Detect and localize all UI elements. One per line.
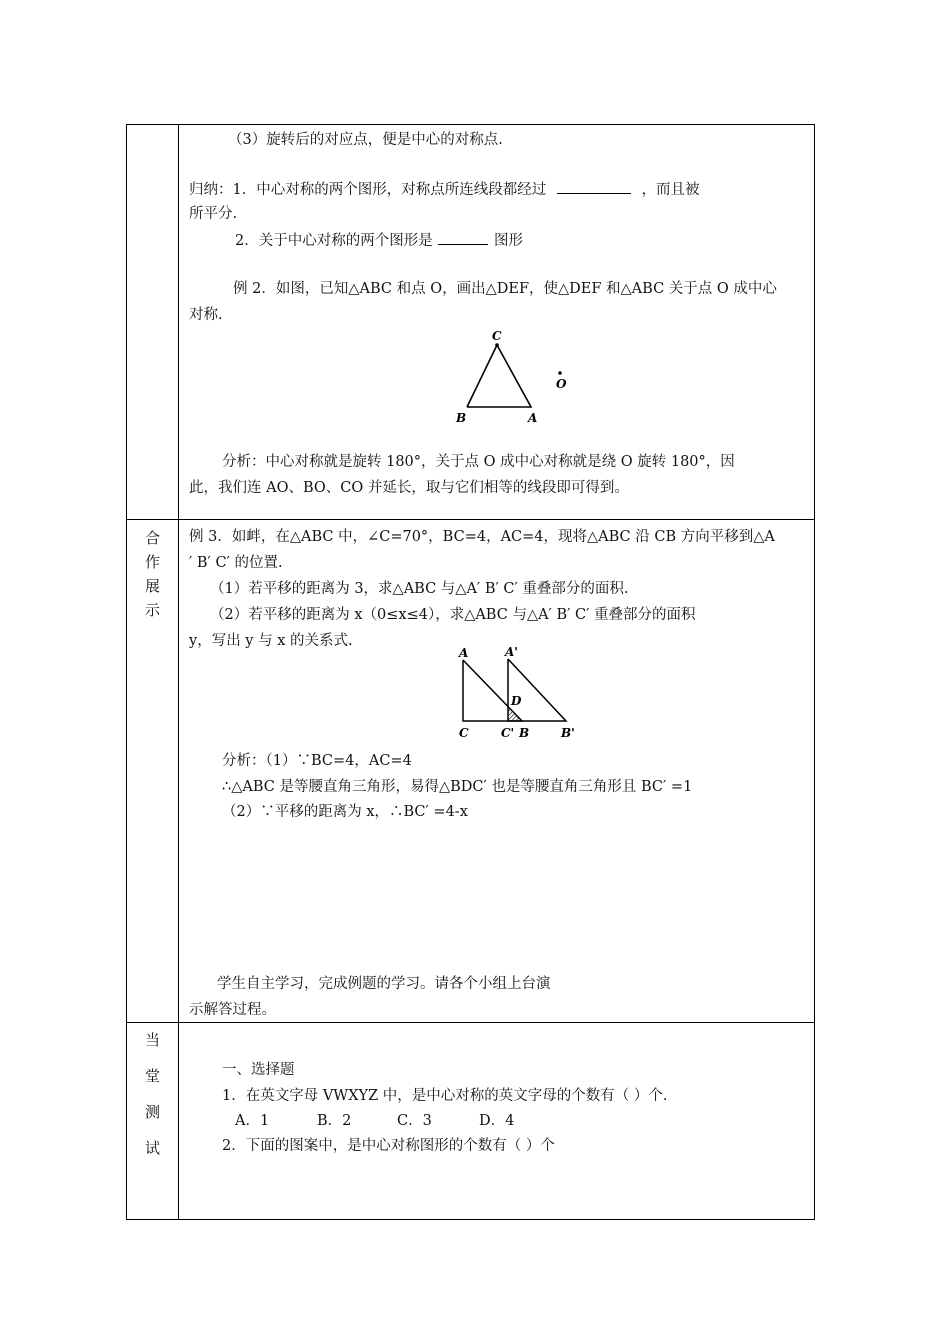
option-d: D．4 (479, 1113, 515, 1129)
analysis-line-3: （2）∵平移的距离为 x，∴BC′ =4-x (222, 804, 468, 820)
test-question-2: 2．下面的图案中，是中心对称图形的个数有（ ）个 (222, 1138, 555, 1154)
row-label-class-test: 当 堂 测 试 (144, 1031, 160, 1157)
analysis-line-1: 分析：（1）∵BC=4，AC=4 (222, 753, 412, 769)
label-b: B (519, 726, 530, 740)
option-b: B．2 (317, 1113, 352, 1129)
summary-line-2: 2．关于中心对称的两个图形是 图形 (235, 230, 523, 250)
triangle-a2b2c2 (508, 659, 566, 721)
text-line: 所平分. (189, 206, 238, 222)
answer-options (235, 1112, 514, 1130)
label-o: O (556, 377, 567, 391)
example-2-line-1: 例 2．如图，已知△ABC 和点 O，画出△DEF，使△DEF 和△ABC 关于点 O 成中心 (233, 281, 777, 297)
summary-line-1: 归纳：1．中心对称的两个图形，对称点所连线段都经过 ，而且被 (189, 179, 699, 199)
row-label-cooperation: 合 作 展 示 (144, 529, 160, 619)
label-a-prime: A' (505, 645, 518, 659)
triangle-abc-figure (447, 327, 577, 427)
section-heading: 一、选择题 (222, 1062, 295, 1078)
translation-figure (447, 645, 587, 740)
lesson-table (126, 124, 815, 1220)
label-b-prime: B' (561, 726, 575, 740)
text-line: （3）旋转后的对应点，便是中心的对称点. (228, 132, 503, 148)
row-divider-1 (127, 519, 814, 520)
answer-blank (438, 230, 488, 245)
row-divider-2 (127, 1022, 814, 1023)
label-b: B (456, 411, 467, 425)
option-a: A．1 (235, 1113, 270, 1129)
option-c: C．3 (397, 1113, 432, 1129)
analysis-line-2: 此，我们连 AO、BO、CO 并延长，取与它们相等的线段即可得到。 (189, 480, 629, 496)
analysis-line-1: 分析：中心对称就是旋转 180°，关于点 O 成中心对称就是绕 O 旋转 180°，因 (222, 454, 735, 470)
vertex-c (495, 343, 499, 347)
triangle-abc (463, 660, 522, 721)
label-a: A (459, 646, 469, 660)
label-d: D (511, 694, 522, 708)
triangle-abc (467, 345, 531, 407)
instruction-line-1: 学生自主学习，完成例题的学习。请各个小组上台演 (217, 976, 551, 992)
analysis-line-2: ∴△ABC 是等腰直角三角形，易得△BDC′ 也是等腰直角三角形且 BC′ =1 (222, 779, 693, 795)
test-question-1: 1．在英文字母 VWXYZ 中，是中心对称的英文字母的个数有（ ）个. (222, 1088, 668, 1104)
label-a: A (528, 411, 538, 425)
example-3-line-1: 例 3．如衅，在△ABC 中，∠C=70°，BC=4，AC=4，现将△ABC 沿 CB 方向平移到△A (189, 529, 775, 545)
instruction-line-2: 示解答过程。 (189, 1002, 276, 1018)
point-o (558, 371, 562, 375)
answer-blank (557, 179, 631, 194)
example-3-line-2: ′ B′ C′ 的位置. (189, 555, 283, 571)
question-2: （2）若平移的距离为 x（0≤x≤4），求△ABC 与△A′ B′ C′ 重叠部分的面积 (210, 607, 696, 623)
example-2-line-2: 对称. (189, 307, 223, 323)
question-1: （1）若平移的距离为 3，求△ABC 与△A′ B′ C′ 重叠部分的面积. (210, 581, 629, 597)
label-c: C (459, 726, 469, 740)
question-2-cont: y，写出 y 与 x 的关系式. (189, 633, 353, 649)
column-divider (178, 125, 179, 1219)
label-c-prime: C' (501, 726, 515, 740)
label-c: C (492, 329, 502, 343)
